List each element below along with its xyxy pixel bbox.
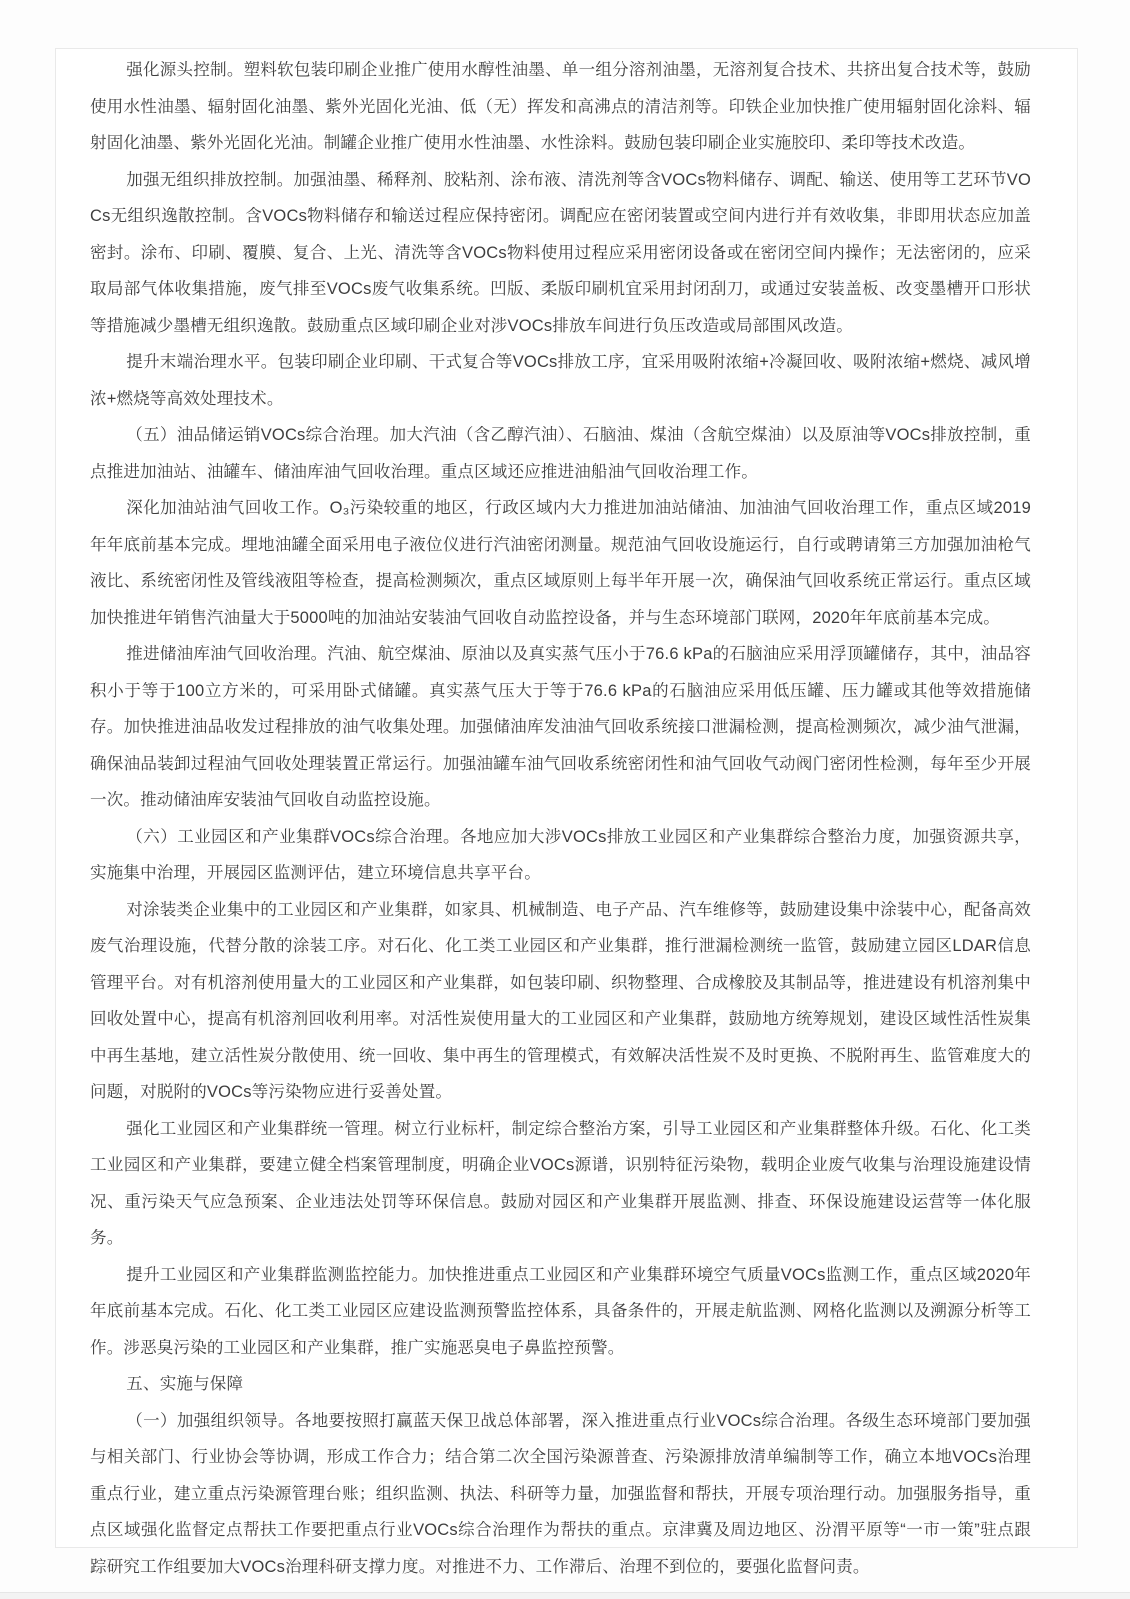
paragraph-1: 强化源头控制。塑料软包装印刷企业推广使用水醇性油墨、单一组分溶剂油墨，无溶剂复合技术、共挤出复合技术等，鼓励使用水性油墨、辐射固化油墨、紫外光固化光油、低（无）挥发和高沸点的清洁剂等。印铁企业加快推广使用辐射固化涂料、辐射固化油墨、紫外光固化光油。制罐企业推广使用水性油墨、水性涂料。鼓励包装印刷企业实施胶印、柔印等技术改造。: [90, 61, 1031, 152]
viewport-bottom-strip: [0, 1592, 1130, 1599]
paragraph-11: 五、实施与保障: [126, 1375, 244, 1393]
document-page: [55, 48, 1078, 1576]
paragraph-9: 强化工业园区和产业集群统一管理。树立行业标杆，制定综合整治方案，引导工业园区和产业集群整体升级。石化、化工类工业园区和产业集群，要建立健全档案管理制度，明确企业VOCs源谱，识别特征污染物，载明企业废气收集与治理设施建设情况、重污染天气应急预案、企业违法处罚等环保信息。鼓励对园区和产业集群开展监测、排查、环保设施建设运营等一体化服务。: [90, 1119, 1031, 1247]
paragraph-3: 提升末端治理水平。包装印刷企业印刷、干式复合等VOCs排放工序，宜采用吸附浓缩+冷凝回收、吸附浓缩+燃烧、减风增浓+燃烧等高效处理技术。: [90, 353, 1031, 408]
paragraph-5: 深化加油站油气回收工作。O₃污染较重的地区，行政区域内大力推进加油站储油、加油油气回收治理工作，重点区域2019年年底前基本完成。埋地油罐全面采用电子液位仪进行汽油密闭测量。规范油气回收设施运行，自行或聘请第三方加强加油枪气液比、系统密闭性及管线液阻等检查，提高检测频次，重点区域原则上每半年开展一次，确保油气回收系统正常运行。重点区域加快推进年销售汽油量大于5000吨的加油站安装油气回收自动监控设备，并与生态环境部门联网，2020年年底前基本完成。: [90, 499, 1031, 627]
paragraph-7: （六）工业园区和产业集群VOCs综合治理。各地应加大涉VOCs排放工业园区和产业集群综合整治力度，加强资源共享，实施集中治理，开展园区监测评估，建立环境信息共享平台。: [90, 827, 1031, 882]
paragraph-10: 提升工业园区和产业集群监测监控能力。加快推进重点工业园区和产业集群环境空气质量VOCs监测工作，重点区域2020年年底前基本完成。石化、化工类工业园区应建设监测预警监控体系，具备条件的，开展走航监测、网格化监测以及溯源分析等工作。涉恶臭污染的工业园区和产业集群，推广实施恶臭电子鼻监控预警。: [90, 1265, 1031, 1357]
paragraph-6: 推进储油库油气回收治理。汽油、航空煤油、原油以及真实蒸气压小于76.6 kPa的石脑油应采用浮顶罐储存，其中，油品容积小于等于100立方米的，可采用卧式储罐。真实蒸气压大于等于76.6 kPa的石脑油应采用低压罐、压力罐或其他等效措施储存。加快推进油品收发过程排放的油气收集处理。加强储油库发油油气回收系统接口泄漏检测，提高检测频次，减少油气泄漏，确保油品装卸过程油气回收处理装置正常运行。加强油罐车油气回收系统密闭性和油气回收气动阀门密闭性检测，每年至少开展一次。推动储油库安装油气回收自动监控设施。: [90, 645, 1031, 809]
paragraph-2: 加强无组织排放控制。加强油墨、稀释剂、胶粘剂、涂布液、清洗剂等含VOCs物料储存、调配、输送、使用等工艺环节VOCs无组织逸散控制。含VOCs物料储存和输送过程应保持密闭。调配应在密闭装置或空间内进行并有效收集，非即用状态应加盖密封。涂布、印刷、覆膜、复合、上光、清洗等含VOCs物料使用过程应采用密闭设备或在密闭空间内操作；无法密闭的，应采取局部气体收集措施，废气排至VOCs废气收集系统。凹版、柔版印刷机宜采用封闭刮刀，或通过安装盖板、改变墨槽开口形状等措施减少墨槽无组织逸散。鼓励重点区域印刷企业对涉VOCs排放车间进行负压改造或局部围风改造。: [90, 170, 1031, 335]
paragraph-4: （五）油品储运销VOCs综合治理。加大汽油（含乙醇汽油）、石脑油、煤油（含航空煤油）以及原油等VOCs排放控制，重点推进加油站、油罐车、储油库油气回收治理。重点区域还应推进油船油气回收治理工作。: [90, 426, 1031, 481]
document-body: [56, 49, 1077, 1585]
paragraph-8: 对涂装类企业集中的工业园区和产业集群，如家具、机械制造、电子产品、汽车维修等，鼓励建设集中涂装中心，配备高效废气治理设施，代替分散的涂装工序。对石化、化工类工业园区和产业集群，推行泄漏检测统一监管，鼓励建立园区LDAR信息管理平台。对有机溶剂使用量大的工业园区和产业集群，如包装印刷、织物整理、合成橡胶及其制品等，推进建设有机溶剂集中回收处置中心，提高有机溶剂回收利用率。对活性炭使用量大的工业园区和产业集群，鼓励地方统筹规划，建设区域性活性炭集中再生基地，建立活性炭分散使用、统一回收、集中再生的管理模式，有效解决活性炭不及时更换、不脱附再生、监管难度大的问题，对脱附的VOCs等污染物应进行妥善处置。: [90, 900, 1031, 1101]
paragraph-12: （一）加强组织领导。各地要按照打赢蓝天保卫战总体部署，深入推进重点行业VOCs综合治理。各级生态环境部门要加强与相关部门、行业协会等协调，形成工作合力；结合第二次全国污染源普查、污染源排放清单编制等工作，确立本地VOCs治理重点行业，建立重点污染源管理台账；组织监测、执法、科研等力量，加强监督和帮扶，开展专项治理行动。加强服务指导，重点区域强化监督定点帮扶工作要把重点行业VOCs综合治理作为帮扶的重点。京津冀及周边地区、汾渭平原等“一市一策”驻点跟踪研究工作组要加大VOCs治理科研支撑力度。对推进不力、工作滞后、治理不到位的，要强化监督问责。: [90, 1411, 1031, 1576]
